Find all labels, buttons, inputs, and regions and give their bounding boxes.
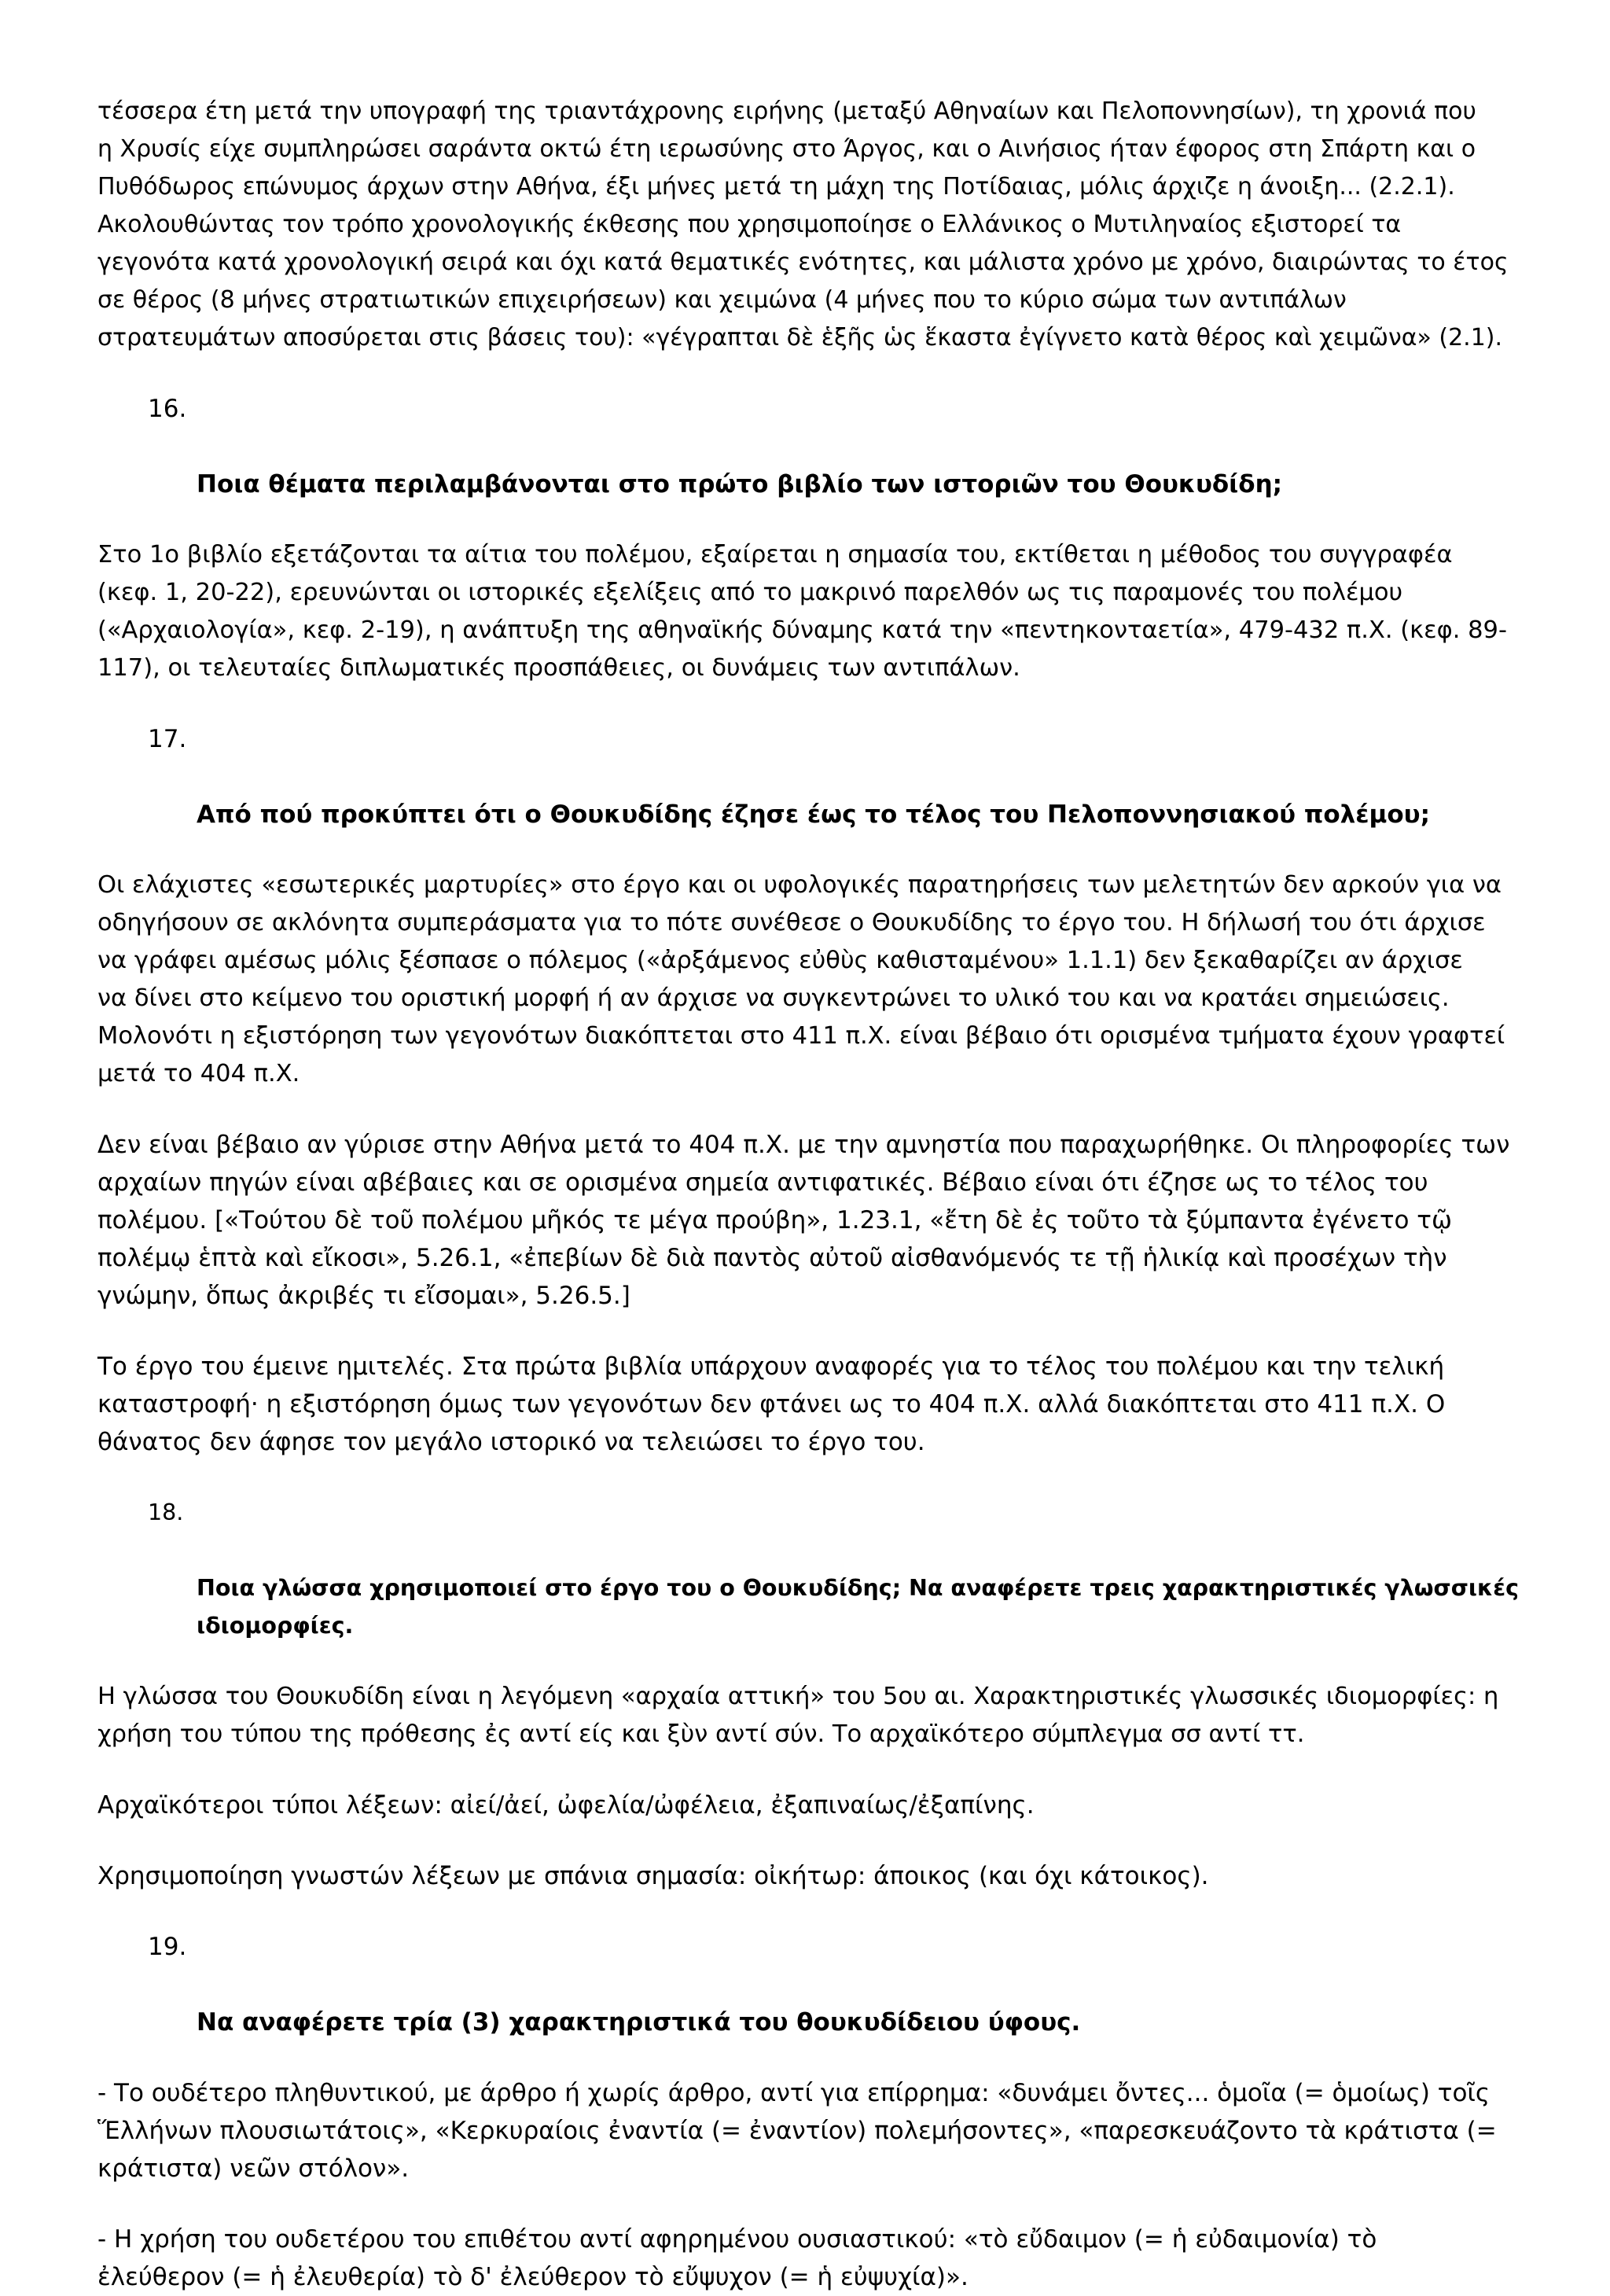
paragraph-chronology: τέσσερα έτη μετά την υπογραφή της τριαντάχρονης ειρήνης (μεταξύ Αθηναίων και Πελοποννησίων), τη χρονιά που η Χρυσίς είχε συμπληρώσει σαράντα οκτώ έτη ιερωσύνης στο Άργος, και ο Αινήσιος ήταν έφορος στη Σπάρτη και ο Πυθόδωρος επώνυμος άρχων στην Αθήνα, έξι μήνες μετά τη μάχη της Ποτίδαιας, μόλις άρχιζε η άνοιξη... (2.2.1). Ακολουθώντας τον τρόπο χρονολογικής έκθεσης που χρησιμοποίησε ο Ελλάνικος ο Μυτιληναίος εξιστορεί τα γεγονότα κατά χρονολογική σειρά και όχι κατά θεματικές ενότητες, και μάλιστα χρόνο με χρόνο, διαιρώντας το έτος σε θέρος (8 μήνες στρατιωτικών επιχειρήσεων) και χειμώνα (4 μήνες που το κύριο σώμα των αντιπάλων στρατευμάτων αποσύρεται στις βάσεις του): «γέγραπται δὲ ἑξῆς ὡς ἕκαστα ἐγίγνετο κατὰ θέρος καὶ χειμῶνα» (2.1). [97, 98, 1509, 351]
question-text: Από πού προκύπτει ότι ο Θουκυδίδης έζησε έως το τέλος του Πελοποννησιακού πολέμου; [197, 800, 1430, 829]
document-page [97, 93, 1520, 2296]
spacer [97, 1645, 1520, 1678]
question-number: 16. [148, 395, 187, 423]
spacer [97, 1461, 1520, 1494]
spacer [97, 1824, 1520, 1857]
answer-17-paragraph-2: Δεν είναι βέβαιο αν γύρισε στην Αθήνα μετά το 404 π.Χ. με την αμνηστία που παραχωρήθηκε. Οι πληροφορίες των αρχαίων πηγών είναι αβέβαιες και σε ορισμένα σημεία αντιφατικές. Βέβαιο είναι ότι έζησε ως το τέλος του πολέμου. [«Τούτου δὲ τοῦ πολέμου μῆκός τε μέγα προύβη», 1.23.1, «ἔτη δὲ ἐς τοῦτο τὰ ξύμπαντα ἐγένετο τῷ πολέμῳ ἑπτὰ καὶ εἴκοσι», 5.26.1, «ἐπεβίων δὲ διὰ παντὸς αὐτοῦ αἰσθανόμενός τε τῇ ἡλικίᾳ καὶ προσέχων τὴν γνώμην, ὅπως ἀκριβές τι εἴσομαι», 5.26.5.] [97, 1131, 1510, 1310]
spacer [97, 1315, 1520, 1348]
spacer [97, 1895, 1520, 1928]
answer-16-paragraph: Στο 1ο βιβλίο εξετάζονται τα αίτια του πολέμου, εξαίρεται η σημασία του, εκτίθεται η μέθοδος του συγγραφέα (κεφ. 1, 20-22), ερευνώνται οι ιστορικές εξελίξεις από το μακρινό παρελθόν ως τις παραμονές του πολέμου («Αρχαιολογία», κεφ. 2-19), η ανάπτυξη της αθηναϊκής δύναμης κατά την «πεντηκονταετία», 479-432 π.Χ. (κεφ. 89- 117), οι τελευταίες διπλωματικές προσπάθειες, οι δυνάμεις των αντιπάλων. [97, 541, 1507, 682]
spacer [97, 2041, 1520, 2074]
question-19-heading [97, 1928, 1520, 2041]
spacer [97, 1753, 1520, 1786]
question-text: Να αναφέρετε τρία (3) χαρακτηριστικά του θουκυδίδειου ύφους. [197, 2008, 1081, 2037]
spacer [97, 687, 1520, 720]
question-number: 19. [148, 1933, 187, 1961]
question-16-heading [97, 390, 1520, 503]
answer-18-paragraph-1: Η γλώσσα του Θουκυδίδη είναι η λεγόμενη «αρχαία αττική» του 5ου αι. Χαρακτηριστικές γλωσσικές ιδιομορφίες: η χρήση του τύπου της πρόθεσης ἐς αντί είς και ξὺν αντί σύν. Το αρχαϊκότερο σύμπλεγμα σσ αντί ττ. [97, 1683, 1499, 1748]
spacer [97, 357, 1520, 390]
question-number: 18. [148, 1499, 184, 1525]
spacer [97, 2187, 1520, 2221]
question-number: 17. [148, 725, 187, 753]
answer-18-paragraph-2: Αρχαϊκότεροι τύποι λέξεων: αἰεί/ἀεί, ὠφελία/ὠφέλεια, ἐξαπιναίως/ἐξαπίνης. [97, 1791, 1035, 1820]
answer-17-paragraph-1: Οι ελάχιστες «εσωτερικές μαρτυρίες» στο έργο και οι υφολογικές παρατηρήσεις των μελετητών δεν αρκούν για να οδηγήσουν σε ακλόνητα συμπεράσματα για το πότε συνέθεσε ο Θουκυδίδης το έργο του. Η δήλωσή του ότι άρχισε να γράφει αμέσως μόλις ξέσπασε ο πόλεμος («ἀρξάμενος εὐθὺς καθισταμένου» 1.1.1) δεν ξεκαθαρίζει αν άρχισε να δίνει στο κείμενο του οριστική μορφή ή αν άρχισε να συγκεντρώνει το υλικό του και να κρατάει σημειώσεις. Μολονότι η εξιστόρηση των γεγονότων διακόπτεται στο 411 π.Χ. είναι βέβαιο ότι ορισμένα τμήματα έχουν γραφτεί μετά το 404 π.Χ. [97, 871, 1505, 1087]
spacer [97, 503, 1520, 536]
question-text: Ποια γλώσσα χρησιμοποιεί στο έργο του ο Θουκυδίδης; Να αναφέρετε τρεις χαρακτηριστικές γλωσσικές ιδιομορφίες. [197, 1575, 1520, 1639]
answer-19-paragraph-1: - Το ουδέτερο πληθυντικού, με άρθρο ή χωρίς άρθρο, αντί για επίρρημα: «δυνάμει ὄντες... ὁμοῖα (= ὁμοίως) τοῖς Ἕλλήνων πλουσιωτάτοις», «Κερκυραίοις ἐναντία (= ἐναντίον) πολεμήσοντες», «παρεσκευάζοντο τὰ κράτιστα (= κράτιστα) νεῶν στόλον». [97, 2079, 1497, 2183]
question-17-heading [97, 720, 1520, 833]
question-text: Ποια θέματα περιλαμβάνονται στο πρώτο βιβλίο των ιστοριῶν του Θουκυδίδη; [197, 470, 1283, 499]
spacer [97, 833, 1520, 867]
answer-19-paragraph-2: - Η χρήση του ουδετέρου του επιθέτου αντί αφηρημένου ουσιαστικού: «τὸ εὔδαιμον (= ἡ εὐδαιμονία) τὸ ἐλεύθερον (= ἡ ἐλευθερία) τὸ δ' ἐλεύθερον τὸ εὔψυχον (= ἡ εὐψυχία)». [97, 2225, 1377, 2291]
question-18-heading [97, 1494, 1520, 1645]
answer-17-paragraph-3: Το έργο του έμεινε ημιτελές. Στα πρώτα βιβλία υπάρχουν αναφορές για το τέλος του πολέμου και την τελική καταστροφή· η εξιστόρηση όμως των γεγονότων δεν φτάνει ως το 404 π.Χ. αλλά διακόπτεται στο 411 π.Χ. Ο θάνατος δεν άφησε τον μεγάλο ιστορικό να τελειώσει το έργο του. [97, 1352, 1446, 1456]
spacer [97, 1093, 1520, 1126]
answer-18-paragraph-3: Χρησιμοποίηση γνωστών λέξεων με σπάνια σημασία: οἰκήτωρ: άποικος (και όχι κάτοικος). [97, 1862, 1209, 1890]
